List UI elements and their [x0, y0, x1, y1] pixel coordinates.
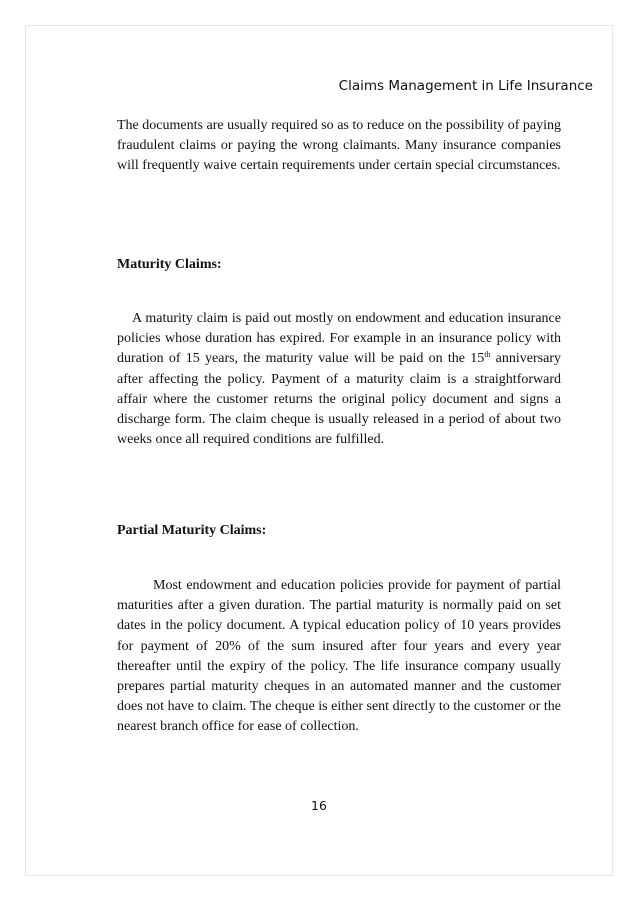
- intro-paragraph: The documents are usually required so as to reduce on the possibility of paying fraudulent claims or paying the wrong claimants. Many insurance companies will frequently waive certain requirements under certain special circumstances.: [117, 118, 561, 174]
- maturity-text-part2: anniversary after affecting the policy. Payment of a maturity claim is a straightforward affair where the customer returns the original policy document and signs a discharge form. The claim cheque is usually released in a period of about two weeks once all required conditions are fulfilled.: [117, 351, 561, 448]
- maturity-claims-heading: Maturity Claims:: [117, 257, 222, 272]
- partial-maturity-claims-heading: Partial Maturity Claims:: [117, 523, 267, 538]
- page-number: 16: [311, 798, 327, 813]
- maturity-claims-paragraph: [117, 309, 561, 450]
- partial-maturity-paragraph: Most endowment and education policies provide for payment of partial maturities after a given duration. The partial maturity is normally paid on set dates in the policy document. A typical education policy of 10 years provides for payment of 20% of the sum insured after four years and every year thereafter until the expiry of the policy. The life insurance company usually prepares partial maturity cheques in an automated manner and the customer does not have to claim. The cheque is either sent directly to the customer or the nearest branch office for ease of collection.: [117, 578, 561, 735]
- running-header: Claims Management in Life Insurance: [338, 78, 593, 94]
- ordinal-superscript: th: [484, 350, 491, 360]
- maturity-text-part1: A maturity claim is paid out mostly on endowment and education insurance policies whose duration has expired. For example in an insurance policy with duration of 15 years, the maturity value will be paid on the 15: [117, 311, 561, 367]
